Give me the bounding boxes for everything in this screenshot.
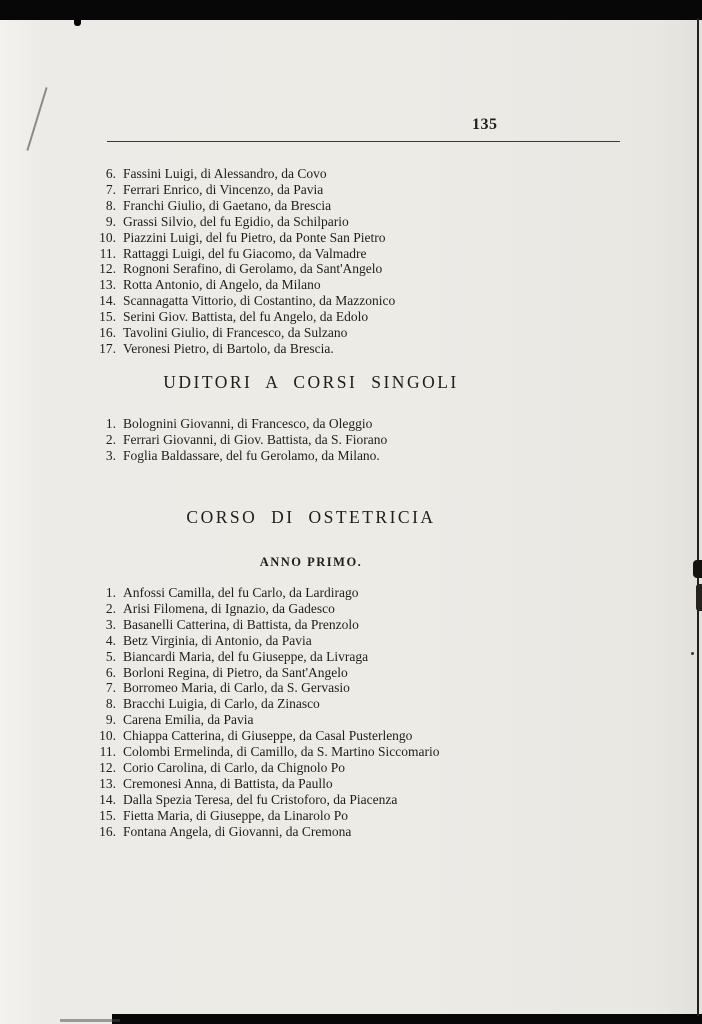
list-entry xyxy=(0,712,660,728)
list-entry xyxy=(0,680,660,696)
entry-text: Betz Virginia, di Antonio, da Pavia xyxy=(123,632,312,648)
entry-number: 6. xyxy=(105,664,116,680)
entry-text: Corio Carolina, di Carlo, da Chignolo Po xyxy=(123,759,345,775)
entry-number: 2. xyxy=(105,600,116,616)
list-entry xyxy=(0,808,660,824)
entry-text: Fietta Maria, di Giuseppe, da Linarolo Po xyxy=(123,807,348,823)
scan-ink-blob xyxy=(693,560,702,578)
entry-number: 8. xyxy=(105,696,116,712)
entry-number: 3. xyxy=(105,616,116,632)
entry-text: Biancardi Maria, del fu Giuseppe, da Livraga xyxy=(123,648,369,664)
scan-ink-blob xyxy=(696,584,702,611)
entry-number: 9. xyxy=(105,712,116,728)
entry-text: Colombi Ermelinda, di Camillo, da S. Martino Siccomario xyxy=(123,744,440,760)
page-number: 135 xyxy=(472,116,498,133)
entry-text: Tavolini Giulio, di Francesco, da Sulzano xyxy=(123,325,348,341)
entry-number: 1. xyxy=(105,585,116,600)
list-entry xyxy=(0,601,660,617)
entry-text: Rotta Antonio, di Angelo, da Milano xyxy=(123,277,321,293)
list-entry xyxy=(0,182,660,198)
entry-number: 13. xyxy=(99,775,116,791)
list-entry xyxy=(0,649,660,665)
entry-number: 10. xyxy=(99,229,116,245)
subsection-title-anno-primo: ANNO PRIMO. xyxy=(259,555,363,569)
list-entry xyxy=(0,341,660,357)
list-entry xyxy=(0,617,660,633)
scan-edge-notch xyxy=(74,20,81,26)
list-entry xyxy=(0,416,660,432)
entry-text: Bolognini Giovanni, di Francesco, da Oleggio xyxy=(123,416,373,431)
scan-edge-bottom-faint xyxy=(60,1019,120,1022)
entry-number: 13. xyxy=(99,277,116,293)
entry-number: 10. xyxy=(99,728,116,744)
list-entry xyxy=(0,277,660,293)
list-entry xyxy=(0,214,660,230)
entry-number: 14. xyxy=(99,293,116,309)
entry-number: 16. xyxy=(99,823,116,839)
entry-text: Basanelli Catterina, di Battista, da Prenzolo xyxy=(123,616,359,632)
entry-number: 9. xyxy=(105,213,116,229)
entry-text: Cremonesi Anna, di Battista, da Paullo xyxy=(123,775,333,791)
entry-text: Piazzini Luigi, del fu Pietro, da Ponte San Pietro xyxy=(123,229,386,245)
entry-text: Ferrari Giovanni, di Giov. Battista, da S. Fiorano xyxy=(123,431,388,447)
scan-edge-top xyxy=(0,0,702,20)
list-entry xyxy=(0,696,660,712)
entry-text: Borromeo Maria, di Carlo, da S. Gervasio xyxy=(123,680,350,696)
list-entry xyxy=(0,792,660,808)
scan-edge-bottom xyxy=(112,1014,702,1024)
entry-text: Chiappa Catterina, di Giuseppe, da Casal Pusterlengo xyxy=(123,728,413,744)
entry-text: Veronesi Pietro, di Bartolo, da Brescia. xyxy=(123,340,334,356)
scan-edge-right xyxy=(697,18,699,1016)
list-entry xyxy=(0,824,660,840)
list-entry xyxy=(0,633,660,649)
entry-number: 17. xyxy=(99,340,116,356)
student-list-uditori xyxy=(0,416,660,464)
entry-text: Bracchi Luigia, di Carlo, da Zinasco xyxy=(123,696,320,712)
entry-number: 5. xyxy=(105,648,116,664)
list-entry xyxy=(0,293,660,309)
entry-text: Rognoni Serafino, di Gerolamo, da Sant'Angelo xyxy=(123,261,383,277)
entry-number: 11. xyxy=(99,744,116,760)
list-entry xyxy=(0,585,660,601)
entry-number: 12. xyxy=(99,261,116,277)
list-entry xyxy=(0,728,660,744)
list-entry xyxy=(0,198,660,214)
list-entry xyxy=(0,246,660,262)
entry-text: Grassi Silvio, del fu Egidio, da Schilpario xyxy=(123,213,349,229)
entry-text: Arisi Filomena, di Ignazio, da Gadesco xyxy=(123,600,335,616)
entry-number: 16. xyxy=(99,325,116,341)
entry-text: Carena Emilia, da Pavia xyxy=(123,712,254,728)
list-entry xyxy=(0,325,660,341)
list-entry xyxy=(0,230,660,246)
section-title-corso-di-ostetricia: CORSO DI OSTETRICIA xyxy=(186,507,436,527)
entry-number: 1. xyxy=(105,416,116,431)
list-entry xyxy=(0,665,660,681)
header-rule xyxy=(107,141,620,142)
entry-text: Foglia Baldassare, del fu Gerolamo, da Milano. xyxy=(123,447,380,463)
student-list-continued xyxy=(0,166,660,357)
entry-number: 4. xyxy=(105,632,116,648)
scan-speck xyxy=(691,652,694,655)
list-entry xyxy=(0,448,660,464)
entry-number: 8. xyxy=(105,197,116,213)
entry-text: Borloni Regina, di Pietro, da Sant'Angelo xyxy=(123,664,348,680)
entry-number: 14. xyxy=(99,791,116,807)
entry-number: 15. xyxy=(99,807,116,823)
list-entry xyxy=(0,166,660,182)
entry-number: 6. xyxy=(105,166,116,181)
list-entry xyxy=(0,432,660,448)
entry-text: Anfossi Camilla, del fu Carlo, da Lardirago xyxy=(123,585,359,600)
entry-text: Franchi Giulio, di Gaetano, da Brescia xyxy=(123,197,332,213)
entry-number: 12. xyxy=(99,759,116,775)
entry-number: 11. xyxy=(99,245,116,261)
list-entry xyxy=(0,744,660,760)
entry-text: Serini Giov. Battista, del fu Angelo, da Edolo xyxy=(123,309,369,325)
section-title-uditori-a-corsi-singoli: UDITORI A CORSI SINGOLI xyxy=(163,372,459,392)
list-entry xyxy=(0,261,660,277)
list-entry xyxy=(0,760,660,776)
entry-text: Fassini Luigi, di Alessandro, da Covo xyxy=(123,166,327,181)
list-entry xyxy=(0,776,660,792)
entry-number: 15. xyxy=(99,309,116,325)
entry-text: Ferrari Enrico, di Vincenzo, da Pavia xyxy=(123,181,324,197)
entry-text: Fontana Angela, di Giovanni, da Cremona xyxy=(123,823,352,839)
scan-scratch-mark xyxy=(26,87,47,151)
entry-text: Dalla Spezia Teresa, del fu Cristoforo, da Piacenza xyxy=(123,791,398,807)
entry-number: 2. xyxy=(105,431,116,447)
entry-text: Rattaggi Luigi, del fu Giacomo, da Valmadre xyxy=(123,245,367,261)
entry-number: 3. xyxy=(105,447,116,463)
entry-text: Scannagatta Vittorio, di Costantino, da Mazzonico xyxy=(123,293,396,309)
list-entry xyxy=(0,309,660,325)
entry-number: 7. xyxy=(105,181,116,197)
student-list-ostetricia xyxy=(0,585,660,840)
entry-number: 7. xyxy=(105,680,116,696)
